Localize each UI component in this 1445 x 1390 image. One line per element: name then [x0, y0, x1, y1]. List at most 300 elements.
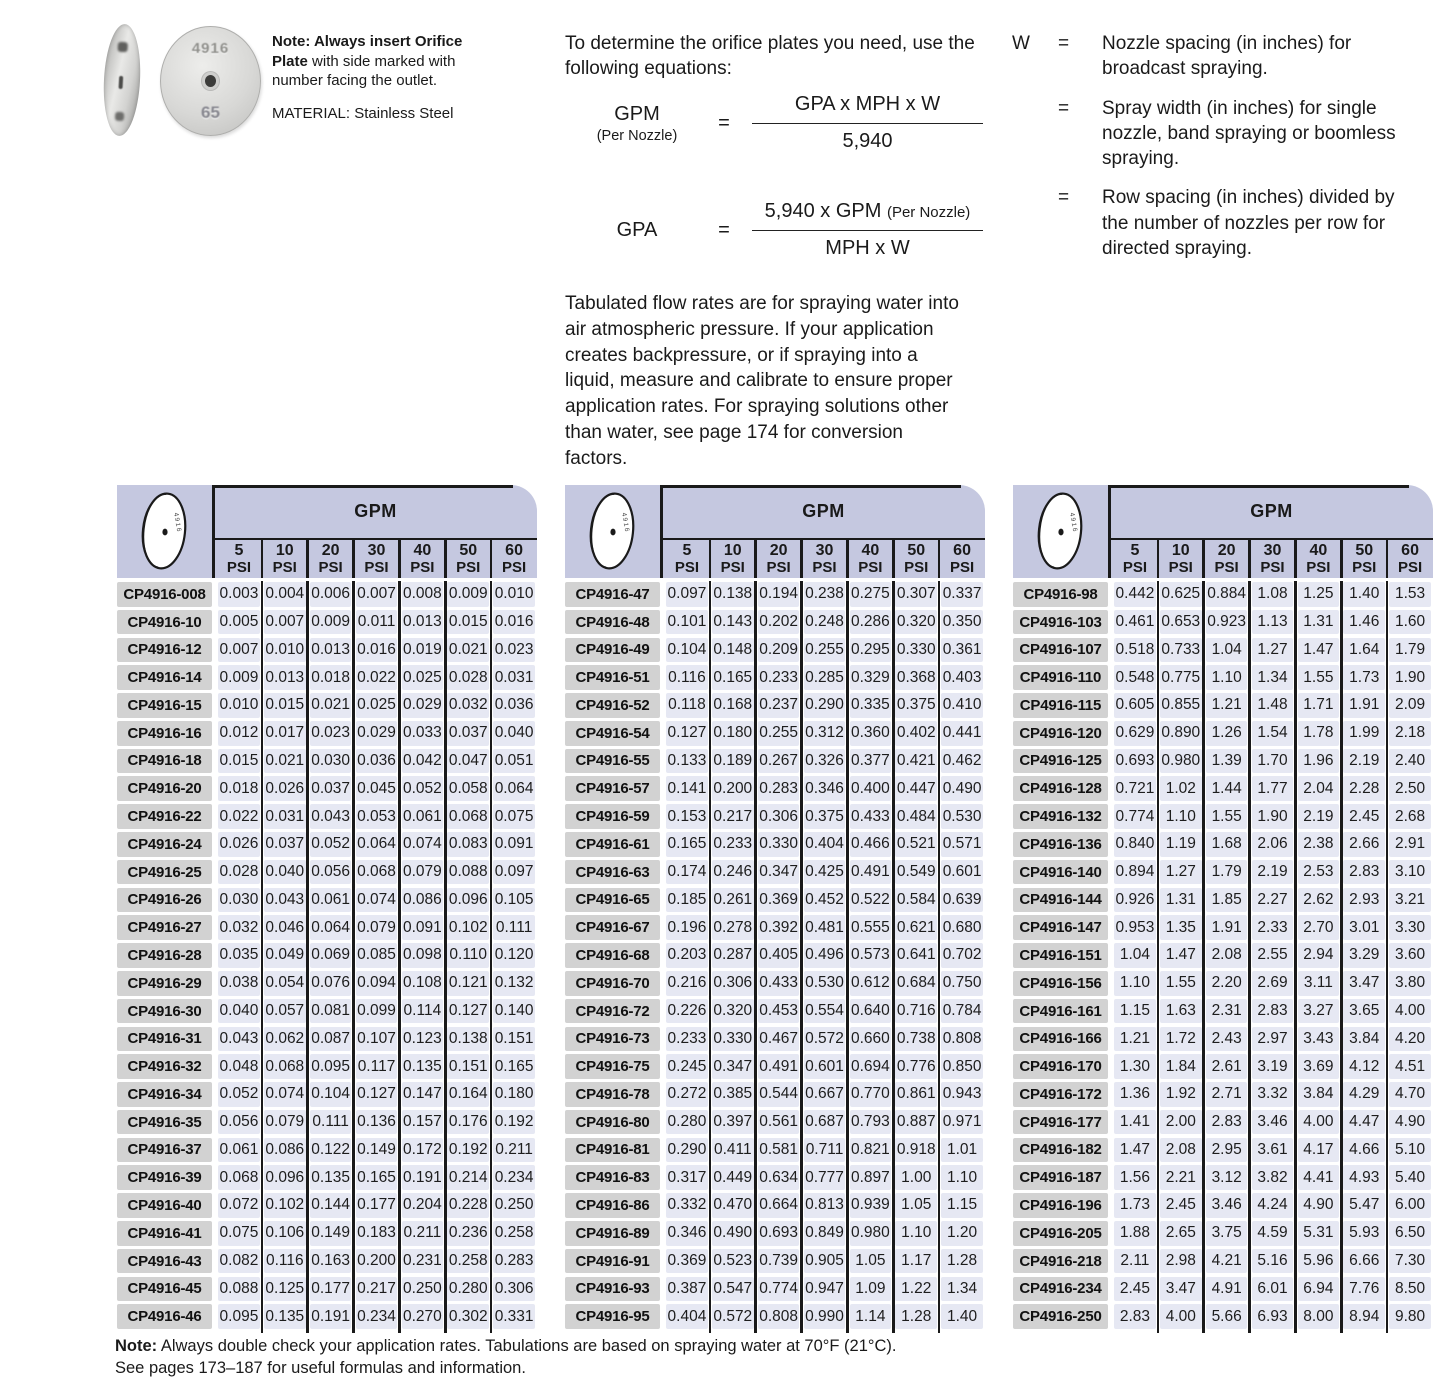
psi-column-header: 5 PSI [1122, 542, 1148, 576]
gutter [1108, 1277, 1112, 1302]
orifice-plate-icon [117, 485, 212, 578]
gutter [1108, 582, 1112, 607]
gpm-value: 0.855 [1160, 693, 1201, 718]
table-row [1013, 1304, 1433, 1329]
psi-column-header: 20 PSI [766, 542, 791, 576]
gpm-value: 8.50 [1389, 1277, 1430, 1302]
gpm-value: 1.20 [941, 1221, 982, 1246]
part-number: CP4916-107 [1013, 638, 1108, 663]
gpm-value: 0.250 [493, 1193, 534, 1218]
gpm-value: 2.31 [1206, 999, 1247, 1024]
gpm-value: 0.402 [895, 721, 936, 746]
gpm-value: 0.121 [447, 971, 488, 996]
gpm-value: 0.947 [804, 1277, 845, 1302]
gpm-value: 0.189 [712, 749, 753, 774]
gpm-value: 3.84 [1343, 1027, 1384, 1052]
gpm-value: 0.096 [264, 1165, 305, 1190]
gpm-value: 0.133 [666, 749, 707, 774]
gpm-value: 0.347 [712, 1054, 753, 1079]
gpm-value: 0.255 [804, 638, 845, 663]
gpm-value: 1.39 [1206, 749, 1247, 774]
column-divider [261, 540, 264, 578]
gpm-value: 0.433 [758, 971, 799, 996]
table-row [117, 1138, 537, 1163]
gpm-value: 1.34 [941, 1277, 982, 1302]
table-row [117, 1165, 537, 1190]
gpm-value: 0.774 [1114, 804, 1155, 829]
gpm-value: 0.057 [264, 999, 305, 1024]
gpm-value: 0.234 [356, 1304, 397, 1329]
equals-sign: = [1058, 97, 1070, 119]
gpm-value: 0.151 [493, 1027, 534, 1052]
gpm-value: 0.275 [850, 582, 891, 607]
orifice-plate-photo [98, 14, 273, 146]
part-number: CP4916-008 [117, 582, 212, 607]
gpm-value: 2.08 [1160, 1138, 1201, 1163]
part-number: CP4916-12 [117, 638, 212, 663]
gpm-value: 0.036 [356, 749, 397, 774]
gpm-value: 0.258 [493, 1221, 534, 1246]
psi-column-header: 30 PSI [812, 542, 837, 576]
gpm-value: 0.433 [850, 804, 891, 829]
orifice-plate-icon [1013, 485, 1108, 578]
gutter [660, 971, 664, 996]
gpm-value: 3.46 [1252, 1110, 1293, 1135]
part-number: CP4916-75 [565, 1054, 660, 1079]
gpm-value: 0.285 [804, 665, 845, 690]
part-number: CP4916-205 [1013, 1221, 1108, 1246]
gutter [212, 1277, 216, 1302]
gpm-value: 1.08 [1252, 582, 1293, 607]
gpm-value: 0.233 [758, 665, 799, 690]
gpm-value: 0.061 [402, 804, 443, 829]
gpm-value: 0.047 [447, 749, 488, 774]
gpm-value: 1.27 [1160, 860, 1201, 885]
gpm-value: 0.009 [310, 610, 351, 635]
footer-line-2: See pages 173–187 for useful formulas and information. [115, 1358, 526, 1377]
part-number: CP4916-65 [565, 888, 660, 913]
gpm-value: 0.015 [218, 749, 259, 774]
gpm-value: 0.003 [218, 582, 259, 607]
gpm-value: 0.143 [712, 610, 753, 635]
gpm-value: 0.330 [712, 1027, 753, 1052]
insert-note-text [272, 32, 486, 91]
part-number: CP4916-68 [565, 943, 660, 968]
gutter [212, 943, 216, 968]
part-number: CP4916-47 [565, 582, 660, 607]
gpm-value: 0.045 [356, 776, 397, 801]
gpm-value: 0.840 [1114, 832, 1155, 857]
gpm-value: 0.258 [447, 1249, 488, 1274]
gutter [660, 1221, 664, 1246]
numerator [752, 200, 983, 231]
gpm-value: 0.369 [666, 1249, 707, 1274]
plate-marking-text: 4916 [1068, 512, 1079, 534]
plate-marking-text: 4916 [172, 512, 183, 534]
gpm-value: 3.69 [1298, 1054, 1339, 1079]
gpm-value: 1.10 [1206, 665, 1247, 690]
gpm-value: 3.19 [1252, 1054, 1293, 1079]
w-definition-text: Nozzle spacing (in inches) for broadcast spraying. [1102, 33, 1352, 80]
gpm-value: 4.00 [1298, 1110, 1339, 1135]
gpm-value: 2.61 [1206, 1054, 1247, 1079]
table-header [1013, 485, 1433, 578]
gpm-value: 3.01 [1343, 915, 1384, 940]
gpm-value: 0.149 [310, 1221, 351, 1246]
gpm-value: 2.83 [1206, 1110, 1247, 1135]
gpm-value: 0.026 [264, 776, 305, 801]
orifice-plate-drawing [1013, 485, 1108, 578]
gpm-value: 0.180 [493, 1082, 534, 1107]
gpm-value: 0.192 [447, 1138, 488, 1163]
column-divider [1386, 540, 1389, 578]
column-divider [846, 540, 849, 578]
gpm-value: 2.08 [1206, 943, 1247, 968]
gpm-value: 0.571 [941, 832, 982, 857]
table-row [565, 1082, 985, 1107]
orifice-plate-side-photo [101, 23, 143, 137]
gpm-value: 0.490 [712, 1221, 753, 1246]
gpm-value: 0.026 [218, 832, 259, 857]
table-row [565, 1193, 985, 1218]
gpm-value: 1.05 [895, 1193, 936, 1218]
gpm-header: GPM [214, 485, 537, 540]
gpm-value: 0.149 [356, 1138, 397, 1163]
gpm-value: 1.15 [941, 1193, 982, 1218]
gutter [212, 665, 216, 690]
table-body [117, 582, 537, 1330]
gutter [1108, 860, 1112, 885]
gpm-value: 0.165 [356, 1165, 397, 1190]
gpm-value: 3.47 [1343, 971, 1384, 996]
gutter [212, 1027, 216, 1052]
part-number: CP4916-196 [1013, 1193, 1108, 1218]
part-number: CP4916-89 [565, 1221, 660, 1246]
gpm-value: 0.204 [402, 1193, 443, 1218]
gutter [212, 915, 216, 940]
gpm-value: 0.217 [356, 1277, 397, 1302]
gutter [660, 638, 664, 663]
gpm-value: 1.56 [1114, 1165, 1155, 1190]
table-row [117, 971, 537, 996]
gpm-value: 0.664 [758, 1193, 799, 1218]
gpm-value: 0.031 [493, 665, 534, 690]
table-row [117, 776, 537, 801]
gpm-value: 0.452 [804, 888, 845, 913]
gpm-value: 0.030 [218, 888, 259, 913]
table-row [117, 915, 537, 940]
table-row [565, 832, 985, 857]
gpm-value: 0.099 [356, 999, 397, 1024]
gpm-value: 3.75 [1206, 1221, 1247, 1246]
gpm-value: 1.15 [1114, 999, 1155, 1024]
psi-column-header: 10 PSI [272, 542, 297, 576]
gpm-value: 3.80 [1389, 971, 1430, 996]
gpa-equation [578, 200, 983, 260]
table-row [117, 832, 537, 857]
gpm-value: 3.43 [1298, 1027, 1339, 1052]
gpm-value: 1.47 [1298, 638, 1339, 663]
gpm-value: 0.693 [758, 1221, 799, 1246]
table-row [565, 1027, 985, 1052]
gpm-value: 0.733 [1160, 638, 1201, 663]
gpm-value: 0.183 [356, 1221, 397, 1246]
gpm-value: 0.042 [402, 749, 443, 774]
gutter [212, 1221, 216, 1246]
gpm-value: 0.102 [264, 1193, 305, 1218]
part-number: CP4916-132 [1013, 804, 1108, 829]
gpm-value: 1.30 [1114, 1054, 1155, 1079]
part-number: CP4916-136 [1013, 832, 1108, 857]
gpm-value: 5.31 [1298, 1221, 1339, 1246]
table-row [1013, 582, 1433, 607]
gpm-value: 7.30 [1389, 1249, 1430, 1274]
gpm-value: 0.693 [1114, 749, 1155, 774]
gpm-value: 0.326 [804, 749, 845, 774]
table-row [565, 999, 985, 1024]
gpm-value: 4.17 [1298, 1138, 1339, 1163]
gpm-value: 0.056 [218, 1110, 259, 1135]
table-row [565, 638, 985, 663]
gpm-value: 2.55 [1252, 943, 1293, 968]
gpm-value: 0.105 [493, 888, 534, 913]
gpm-value: 9.80 [1389, 1304, 1430, 1329]
denominator: MPH x W [825, 237, 910, 259]
gutter [660, 693, 664, 718]
gpm-value: 0.101 [666, 610, 707, 635]
gpm-value: 0.295 [850, 638, 891, 663]
gpm-value: 0.018 [218, 776, 259, 801]
gpm-value: 0.038 [218, 971, 259, 996]
gpm-value: 0.544 [758, 1082, 799, 1107]
column-divider [306, 581, 309, 1333]
gpm-value: 2.66 [1343, 832, 1384, 857]
column-divider [352, 540, 355, 578]
gpm-value: 0.236 [447, 1221, 488, 1246]
gpm-value: 2.20 [1206, 971, 1247, 996]
column-divider [490, 540, 493, 578]
gpm-value: 1.73 [1343, 665, 1384, 690]
gpm-value: 1.55 [1298, 665, 1339, 690]
gpm-value: 0.410 [941, 693, 982, 718]
flow-table-3 [1013, 485, 1433, 1333]
equals-sign: = [1058, 33, 1070, 54]
table-row [565, 860, 985, 885]
psi-column-header: 60 PSI [1397, 542, 1423, 576]
part-number: CP4916-187 [1013, 1165, 1108, 1190]
gutter [212, 1249, 216, 1274]
part-number: CP4916-26 [117, 888, 212, 913]
column-divider [1157, 581, 1160, 1333]
gpm-value: 1.55 [1160, 971, 1201, 996]
gpm-value: 1.91 [1206, 915, 1247, 940]
gpm-value: 0.021 [447, 638, 488, 663]
gpm-value: 0.035 [218, 943, 259, 968]
gpm-value: 2.21 [1160, 1165, 1201, 1190]
gpm-value: 3.60 [1389, 943, 1430, 968]
column-divider [306, 540, 309, 578]
part-number: CP4916-15 [117, 693, 212, 718]
table-row [117, 1110, 537, 1135]
gpm-value: 0.350 [941, 610, 982, 635]
column-divider [1202, 540, 1205, 578]
gpm-value: 1.19 [1160, 832, 1201, 857]
gpm-value: 1.40 [1343, 582, 1384, 607]
part-number: CP4916-51 [565, 665, 660, 690]
gpm-value: 0.584 [895, 888, 936, 913]
gpm-value: 0.009 [218, 665, 259, 690]
gpm-value: 2.00 [1160, 1110, 1201, 1135]
gpm-value: 0.029 [402, 693, 443, 718]
fraction [752, 93, 983, 153]
gutter [1108, 1165, 1112, 1190]
part-number: CP4916-52 [565, 693, 660, 718]
gpm-value: 0.640 [850, 999, 891, 1024]
part-number: CP4916-70 [565, 971, 660, 996]
gpa-term: GPA [616, 218, 658, 241]
gutter [1108, 638, 1112, 663]
column-divider [444, 540, 447, 578]
gpm-value: 0.530 [941, 804, 982, 829]
gpm-value: 0.165 [493, 1054, 534, 1079]
gpm-value: 0.484 [895, 804, 936, 829]
part-number: CP4916-161 [1013, 999, 1108, 1024]
gutter [1108, 665, 1112, 690]
gpm-value: 0.018 [310, 665, 351, 690]
gpm-value: 0.890 [1160, 721, 1201, 746]
gpm-value: 4.90 [1298, 1193, 1339, 1218]
gpm-value: 0.453 [758, 999, 799, 1024]
gpm-value: 0.016 [493, 610, 534, 635]
gpm-value: 1.02 [1160, 776, 1201, 801]
equations-intro: To determine the orifice plates you need, use the following equations: [565, 33, 975, 80]
gutter [1108, 693, 1112, 718]
gpm-value: 2.45 [1114, 1277, 1155, 1302]
gpm-value: 0.330 [758, 832, 799, 857]
gpm-value: 0.107 [356, 1027, 397, 1052]
table-row [1013, 693, 1433, 718]
table-row [1013, 888, 1433, 913]
part-number: CP4916-128 [1013, 776, 1108, 801]
part-number: CP4916-93 [565, 1277, 660, 1302]
gpm-value: 0.694 [850, 1054, 891, 1079]
gutter [660, 943, 664, 968]
gpm-value: 0.004 [264, 582, 305, 607]
orifice-plate-drawing [565, 485, 660, 578]
gutter [212, 638, 216, 663]
part-number: CP4916-63 [565, 860, 660, 885]
gpm-value: 0.255 [758, 721, 799, 746]
table-row [1013, 1193, 1433, 1218]
gpm-value: 0.036 [493, 693, 534, 718]
table-row [1013, 1027, 1433, 1052]
gpm-value: 3.61 [1252, 1138, 1293, 1163]
gutter [1108, 1221, 1112, 1246]
gpm-value: 0.385 [712, 1082, 753, 1107]
gpm-value: 0.347 [758, 860, 799, 885]
psi-column-header: 30 PSI [1260, 542, 1285, 576]
gpm-value: 0.098 [402, 943, 443, 968]
gutter [660, 1277, 664, 1302]
psi-column-header: 40 PSI [410, 542, 435, 576]
gpm-value: 0.283 [493, 1249, 534, 1274]
gpm-value: 0.290 [804, 693, 845, 718]
gpm-value: 0.185 [666, 888, 707, 913]
gutter [660, 1193, 664, 1218]
gpm-value: 0.074 [356, 888, 397, 913]
footer-line-1-rest: Always double check your application rates. Tabulations are based on spraying water at 70°F (21°C). [157, 1337, 897, 1355]
gpm-value: 0.861 [895, 1082, 936, 1107]
gutter [660, 1110, 664, 1135]
table-row [565, 1110, 985, 1135]
gpm-value: 2.70 [1298, 915, 1339, 940]
w-definitions [1012, 31, 1404, 261]
gpm-value: 0.397 [712, 1110, 753, 1135]
flow-table-1 [117, 485, 537, 1333]
gpm-value: 0.629 [1114, 721, 1155, 746]
gpm-value: 5.47 [1343, 1193, 1384, 1218]
gpm-equation [578, 93, 983, 153]
column-divider [1340, 581, 1343, 1333]
gpm-value: 0.233 [712, 832, 753, 857]
gpm-value: 4.21 [1206, 1249, 1247, 1274]
psi-header-row [1112, 540, 1433, 578]
gpm-value: 0.233 [666, 1027, 707, 1052]
psi-header-row [664, 540, 985, 578]
table-row [565, 1221, 985, 1246]
part-number: CP4916-115 [1013, 693, 1108, 718]
insert-note [272, 32, 486, 123]
gpm-value: 0.302 [447, 1304, 488, 1329]
gpm-value: 0.194 [758, 582, 799, 607]
gutter [1108, 1027, 1112, 1052]
psi-column-header: 30 PSI [364, 542, 389, 576]
table-row [565, 665, 985, 690]
gpm-value: 0.097 [493, 860, 534, 885]
gpm-value: 0.561 [758, 1110, 799, 1135]
gutter [212, 1082, 216, 1107]
gpm-value: 0.217 [712, 804, 753, 829]
table-row [117, 860, 537, 885]
gpm-value: 0.118 [666, 693, 707, 718]
gutter [1108, 721, 1112, 746]
footer-line-1 [115, 1336, 975, 1358]
gpm-value: 0.108 [402, 971, 443, 996]
table-row [1013, 860, 1433, 885]
gutter [660, 610, 664, 635]
gpm-value: 3.47 [1160, 1277, 1201, 1302]
gpm-value: 3.46 [1206, 1193, 1247, 1218]
gpm-value: 0.051 [493, 749, 534, 774]
gpm-value: 0.404 [804, 832, 845, 857]
part-number: CP4916-59 [565, 804, 660, 829]
gpm-value: 0.549 [895, 860, 936, 885]
gpm-value: 0.813 [804, 1193, 845, 1218]
gutter [660, 860, 664, 885]
gpm-value: 3.29 [1343, 943, 1384, 968]
gpm-value: 0.375 [804, 804, 845, 829]
gpm-value: 0.017 [264, 721, 305, 746]
gpm-value: 0.214 [447, 1165, 488, 1190]
gpm-value: 0.369 [758, 888, 799, 913]
gpm-value: 0.144 [310, 1193, 351, 1218]
gpm-value: 0.013 [402, 610, 443, 635]
table-row [1013, 943, 1433, 968]
part-number: CP4916-172 [1013, 1082, 1108, 1107]
part-number: CP4916-166 [1013, 1027, 1108, 1052]
gpm-value: 0.111 [310, 1110, 351, 1135]
gpm-value: 0.012 [218, 721, 259, 746]
